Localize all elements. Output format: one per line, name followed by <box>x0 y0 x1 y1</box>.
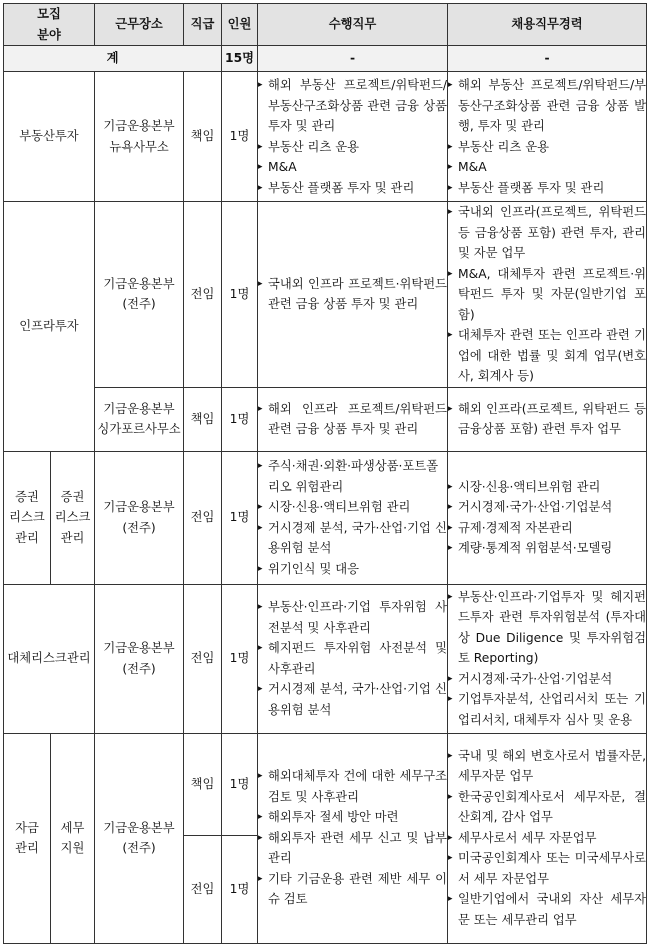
headcount-cell: 1명 <box>222 202 258 388</box>
list-item-text: 거시경제·국가·산업·기업분석 <box>458 671 613 686</box>
list-item <box>448 178 646 199</box>
list-item <box>258 178 447 199</box>
bullet-icon: ▸ <box>448 522 453 533</box>
bullet-icon: ▸ <box>448 750 453 761</box>
field-cell: 인프라투자 <box>4 202 95 452</box>
duties-cell <box>258 72 448 202</box>
bullet-icon: ▸ <box>448 894 453 905</box>
experience-cell <box>448 202 647 388</box>
header-row <box>4 4 647 46</box>
header-experience: 채용직무경력 <box>448 4 647 46</box>
total-duties: - <box>258 46 448 72</box>
bullet-icon: ▸ <box>258 162 263 172</box>
table-row <box>4 584 647 733</box>
location-cell: 기금운용본부 (전주) <box>95 451 184 584</box>
headcount-cell: 1명 <box>222 584 258 733</box>
bullet-icon: ▸ <box>448 481 453 492</box>
list-item <box>258 274 447 315</box>
location-cell: 기금운용본부 싱가포르사무소 <box>95 387 184 451</box>
rank-cell: 책임 <box>184 387 222 451</box>
bullet-icon: ▸ <box>258 461 263 471</box>
list-item <box>448 497 646 518</box>
list-item-text: 시장·신용·액티브위험 관리 <box>268 500 411 514</box>
list-item-text: 부동산·인프라·기업 투자위험 사전분석 및 사후관리 <box>268 600 448 635</box>
list-item-text: 한국공인회계사로서 세무자문, 결산회계, 감사 업무 <box>458 789 647 825</box>
bullet-icon: ▸ <box>448 543 453 553</box>
list-item <box>258 828 447 869</box>
list-item <box>448 669 646 690</box>
list-item <box>258 766 447 807</box>
list-item <box>448 157 646 178</box>
list-item-text: 기업투자분석, 산업리서치 또는 기업리서치, 대체투자 심사 및 운용 <box>458 692 647 727</box>
list-item <box>448 518 646 539</box>
headcount-cell: 1명 <box>222 451 258 584</box>
rank-cell: 전임 <box>184 451 222 584</box>
bullet-icon: ▸ <box>448 694 453 705</box>
field-cell: 대체리스크관리 <box>4 584 95 733</box>
list-item-text: 부동산 리츠 운용 <box>268 139 359 154</box>
bullet-icon: ▸ <box>258 771 263 782</box>
list-item <box>448 689 646 730</box>
list-item <box>258 638 447 679</box>
list-item <box>448 848 646 889</box>
list-item <box>448 477 646 498</box>
list-item-text: 해외투자 관련 세무 신고 및 납부 관리 <box>268 830 448 866</box>
bullet-icon: ▸ <box>448 182 453 193</box>
list-item <box>258 75 447 137</box>
bullet-icon: ▸ <box>448 853 453 864</box>
list-item-text: M&A <box>458 160 487 174</box>
list-item <box>258 597 447 638</box>
total-experience: - <box>448 46 647 72</box>
field-cell: 증권 리스크 관리 <box>4 451 51 584</box>
list-item-text: 대체투자 관련 또는 인프라 관련 기업에 대한 법률 및 회계 업무(변호사, 회계사 등) <box>458 328 647 383</box>
list-item <box>258 518 447 559</box>
duties-cell <box>258 202 448 388</box>
bullet-icon: ▸ <box>258 684 263 694</box>
experience-cell <box>448 72 647 202</box>
duties-cell <box>258 584 448 733</box>
list-item <box>448 75 646 137</box>
list-item-text: 주식·채권·외환·파생상품·포트폴리오 위험관리 <box>268 459 439 494</box>
recruitment-table <box>3 3 647 944</box>
recruitment-table-container <box>3 3 647 927</box>
bullet-icon: ▸ <box>448 268 453 279</box>
bullet-icon: ▸ <box>448 80 453 90</box>
bullet-icon: ▸ <box>448 403 453 414</box>
bullet-icon: ▸ <box>448 791 453 802</box>
bullet-icon: ▸ <box>258 812 263 823</box>
duties-cell <box>258 387 448 451</box>
bullet-icon: ▸ <box>258 563 263 574</box>
header-rank: 직급 <box>184 4 222 46</box>
bullet-icon: ▸ <box>258 522 263 533</box>
bullet-icon: ▸ <box>448 207 453 217</box>
list-item-text: 계량·통계적 위험분석·모델링 <box>458 541 613 555</box>
list-item <box>448 202 646 264</box>
list-item <box>448 746 646 787</box>
list-item-text: 해외투자 절세 방안 마련 <box>268 810 399 825</box>
total-label: 계 <box>4 46 222 72</box>
bullet-icon: ▸ <box>258 643 263 653</box>
list-item-text: 부동산 리츠 운용 <box>458 139 549 154</box>
list-item-text: 해외 인프라(프로젝트, 위탁펀드 등 금융상품 포함) 관련 투자 업무 <box>458 401 647 436</box>
list-item-text: 거시경제 분석, 국가·산업·기업 신용위험 분석 <box>268 520 448 555</box>
list-item-text: 거시경제·국가·산업·기업분석 <box>458 500 613 514</box>
list-item <box>448 399 646 440</box>
list-item <box>258 807 447 828</box>
bullet-icon: ▸ <box>448 832 453 843</box>
list-item-text: 해외 부동산 프로젝트/위탁펀드/부동산구조화상품 관련 금융 상품 투자 및 관리 <box>268 78 448 133</box>
list-item <box>258 157 447 178</box>
list-item <box>448 538 646 559</box>
list-item-text: 시장·신용·액티브위험 관리 <box>458 479 601 494</box>
bullet-icon: ▸ <box>258 80 263 90</box>
list-item-text: 규제·경제적 자본관리 <box>458 520 573 535</box>
list-item-text: 국내 및 해외 변호사로서 법률자문, 세무자문 업무 <box>458 748 647 784</box>
bullet-icon: ▸ <box>448 330 453 340</box>
rank-cell: 전임 <box>184 584 222 733</box>
list-item <box>258 679 447 720</box>
rank-cell: 책임 <box>184 733 222 835</box>
bullet-icon: ▸ <box>258 873 263 884</box>
list-item-text: 부동산 플랫폼 투자 및 관리 <box>458 180 605 195</box>
list-item-text: 국내외 인프라(프로젝트, 위탁펀드 등 금융상품 포함) 관련 투자, 관리 및 자문 업무 <box>458 205 647 260</box>
list-item <box>258 869 447 910</box>
bullet-icon: ▸ <box>448 502 453 512</box>
experience-cell <box>448 387 647 451</box>
location-cell: 기금운용본부 (전주) <box>95 733 184 943</box>
bullet-icon: ▸ <box>258 403 263 414</box>
subfield-cell: 증권 리스크 관리 <box>51 451 95 584</box>
header-field: 모집 분야 <box>4 4 95 46</box>
location-cell: 기금운용본부 (전주) <box>95 584 184 733</box>
list-item <box>448 264 646 326</box>
location-cell: 기금운용본부 (전주) <box>95 202 184 388</box>
bullet-icon: ▸ <box>448 162 453 172</box>
bullet-icon: ▸ <box>448 141 453 152</box>
bullet-icon: ▸ <box>448 673 453 684</box>
header-duties: 수행직무 <box>258 4 448 46</box>
subfield-cell: 세무 지원 <box>51 733 95 943</box>
bullet-icon: ▸ <box>258 278 263 289</box>
list-item-text: 미국공인회계사 또는 미국세무사로서 세무 자문업무 <box>458 851 647 886</box>
bullet-icon: ▸ <box>258 141 263 152</box>
field-cell: 자금 관리 <box>4 733 51 943</box>
headcount-cell: 1명 <box>222 72 258 202</box>
list-item <box>258 497 447 518</box>
rank-cell: 전임 <box>184 835 222 943</box>
bullet-icon: ▸ <box>258 602 263 612</box>
total-row <box>4 46 647 72</box>
list-item-text: 일반기업에서 국내외 자산 세무자문 또는 세무관리 업무 <box>458 892 647 927</box>
bullet-icon: ▸ <box>258 502 263 512</box>
list-item <box>448 137 646 158</box>
list-item-text: 국내외 인프라 프로젝트·위탁펀드 관련 금융 상품 투자 및 관리 <box>268 276 448 312</box>
headcount-cell: 1명 <box>222 835 258 943</box>
bullet-icon: ▸ <box>258 182 263 193</box>
list-item-text: 부동산·인프라·기업투자 및 헤지펀드투자 관련 투자위험분석 (투자대상 Due Diligence 및 투자위험검토 Reporting) <box>458 589 647 666</box>
list-item <box>448 828 646 849</box>
rank-cell: 책임 <box>184 72 222 202</box>
experience-cell <box>448 451 647 584</box>
field-cell: 부동산투자 <box>4 72 95 202</box>
rank-cell: 전임 <box>184 202 222 388</box>
bullet-icon: ▸ <box>448 591 453 602</box>
list-item-text: 해외 부동산 프로젝트/위탁펀드/부동산구조화상품 관련 금융 상품 발행, 투자 및 관리 <box>458 78 647 133</box>
header-location: 근무장소 <box>95 4 184 46</box>
list-item-text: 위기인식 및 대응 <box>268 561 359 576</box>
total-headcount: 15명 <box>222 46 258 72</box>
table-row <box>4 387 647 451</box>
list-item-text: 부동산 플랫폼 투자 및 관리 <box>268 180 415 195</box>
list-item <box>258 137 447 158</box>
list-item <box>448 787 646 828</box>
list-item <box>258 399 447 440</box>
headcount-cell: 1명 <box>222 733 258 835</box>
list-item <box>258 456 447 497</box>
duties-cell <box>258 451 448 584</box>
table-row <box>4 202 647 388</box>
list-item-text: 기타 기금운용 관련 제반 세무 이슈 검토 <box>268 871 448 907</box>
list-item <box>258 559 447 580</box>
list-item-text: 해외 인프라 프로젝트/위탁펀드 관련 금융 상품 투자 및 관리 <box>268 401 448 436</box>
headcount-cell: 1명 <box>222 387 258 451</box>
list-item <box>448 325 646 387</box>
list-item-text: 헤지펀드 투자위험 사전분석 및 사후관리 <box>268 641 448 676</box>
header-headcount: 인원 <box>222 4 258 46</box>
experience-cell <box>448 584 647 733</box>
location-cell: 기금운용본부 뉴욕사무소 <box>95 72 184 202</box>
duties-cell <box>258 733 448 943</box>
table-row <box>4 733 647 835</box>
list-item <box>448 587 646 669</box>
list-item-text: M&A, 대체투자 관련 프로젝트·위탁펀드 투자 및 자문(일반기업 포함) <box>458 266 647 322</box>
table-row <box>4 72 647 202</box>
bullet-icon: ▸ <box>258 832 263 843</box>
list-item-text: M&A <box>268 160 297 174</box>
list-item-text: 해외대체투자 건에 대한 세무구조 검토 및 사후관리 <box>268 769 448 804</box>
list-item-text: 거시경제 분석, 국가·산업·기업 신용위험 분석 <box>268 682 448 717</box>
list-item-text: 세무사로서 세무 자문업무 <box>458 830 597 845</box>
table-row <box>4 451 647 584</box>
experience-cell <box>448 733 647 943</box>
list-item <box>448 889 646 930</box>
